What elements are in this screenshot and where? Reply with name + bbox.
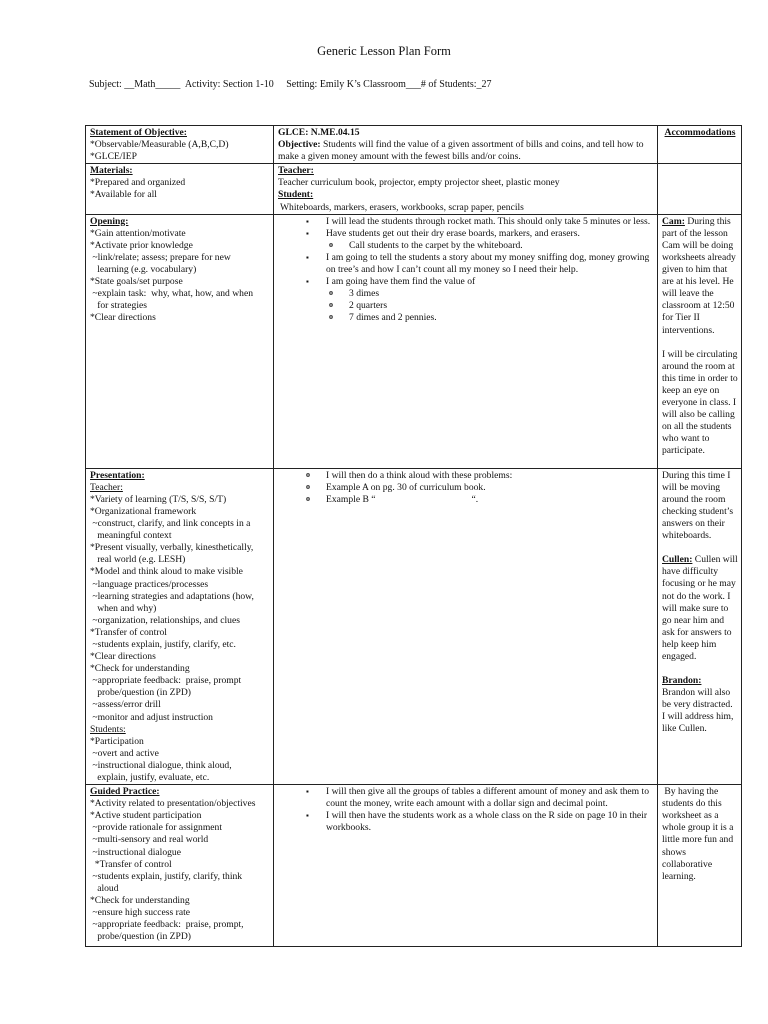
circulating-note: I will be circulating around the room at this time in order to keep an eye on everyone in class. I will also be calling on all the students who want to participate. bbox=[662, 348, 738, 457]
presentation-criteria-line: ~language practices/processes bbox=[90, 578, 209, 590]
materials-row bbox=[86, 164, 742, 214]
presentation-criteria-line: *Model and think aloud to make visible bbox=[90, 566, 243, 578]
objective-text bbox=[278, 139, 644, 162]
guided-criteria-line: ~appropriate feedback: praise, prompt, bbox=[90, 919, 244, 931]
guided-practice-accommodations-cell bbox=[658, 785, 742, 947]
cam-name: Cam: bbox=[662, 215, 685, 227]
cullen-name: Cullen: bbox=[662, 554, 693, 566]
guided-practice-step: ▪ I will then have the students work as a whole class on the R side on page 10 in their workbooks. bbox=[326, 810, 654, 834]
glce-code: GLCE: N.ME.04.15 bbox=[278, 127, 360, 138]
guided-practice-step: ▪ I will then give all the groups of tables a different amount of money and ask them to count the money, write each amount with a dollar sign and decimal point. bbox=[326, 786, 654, 810]
presentation-criteria-line: *Clear directions bbox=[90, 651, 156, 663]
presentation-criteria-line: ~assess/error drill bbox=[90, 699, 161, 711]
cam-accommodation bbox=[662, 216, 736, 336]
presentation-criteria-line: ~monitor and adjust instruction bbox=[90, 711, 213, 723]
coin-values-list bbox=[278, 288, 654, 324]
presentation-criteria-line: ~appropriate feedback: praise, prompt bbox=[90, 675, 242, 687]
guided-criteria-line: *Activity related to presentation/objectives bbox=[90, 798, 256, 810]
accommodations-heading: Accommodations bbox=[664, 127, 736, 138]
opening-criteria-line: ~link/relate; assess; prepare for new bbox=[90, 251, 231, 263]
presentation-accommodations-cell bbox=[658, 468, 742, 784]
presentation-criteria-line: real world (e.g. LESH) bbox=[90, 554, 186, 566]
presentation-criteria-line: when and why) bbox=[90, 602, 157, 614]
opening-step: ▪ Have students get out their dry erase boards, markers, and erasers. bbox=[326, 228, 654, 240]
page-title: Generic Lesson Plan Form bbox=[317, 44, 451, 58]
opening-criteria-line: *Activate prior knowledge bbox=[90, 239, 193, 251]
brandon-note: Brandon will also be very distracted. I will address him, like Cullen. bbox=[662, 687, 734, 735]
presentation-criteria-line: *Transfer of control bbox=[90, 626, 167, 638]
coin-value-item: o 3 dimes bbox=[349, 288, 654, 300]
opening-content-cell bbox=[274, 214, 658, 468]
opening-step: ▪ I will lead the students through rocket math. This should only take 5 minutes or less. bbox=[326, 216, 654, 228]
lesson-plan-table bbox=[85, 125, 742, 947]
cullen-note: Cullen will have difficulty focusing or he may not do the work. I will make sure to go near him and ask for answers to help keep him engaged. bbox=[662, 554, 738, 662]
brandon-name: Brandon: bbox=[662, 675, 702, 687]
opening-step: ▪ I am going to tell the students a story about my money sniffing dog, money growing on tree’s and how I can’t count all my money so I need their help. bbox=[326, 252, 654, 276]
opening-row bbox=[86, 214, 742, 468]
presentation-row bbox=[86, 468, 742, 784]
accommodations-header-cell bbox=[658, 126, 742, 164]
moving-around-note: During this time I will be moving around the room checking student’s answers on their whiteboards. bbox=[662, 469, 734, 542]
presentation-step: o Example B “ “. bbox=[326, 494, 654, 506]
guided-criteria-line: ~provide rationale for assignment bbox=[90, 822, 223, 834]
materials-accommodations-cell bbox=[658, 164, 742, 214]
materials-criteria-line: *Available for all bbox=[90, 189, 157, 201]
opening-criteria-line: *Clear directions bbox=[90, 312, 156, 324]
opening-heading: Opening: bbox=[90, 215, 129, 227]
presentation-criteria-line: ~construct, clarify, and link concepts in a bbox=[90, 518, 251, 530]
objective-criteria-line: *Observable/Measurable (A,B,C,D) bbox=[90, 139, 229, 151]
presentation-criteria-line: *Check for understanding bbox=[90, 663, 190, 675]
spacer bbox=[662, 542, 738, 554]
opening-label-cell bbox=[86, 214, 274, 468]
guided-practice-row bbox=[86, 785, 742, 947]
presentation-criteria-line: probe/question (in ZPD) bbox=[90, 687, 191, 699]
coin-value-item: o 2 quarters bbox=[349, 300, 654, 312]
subject-line: Subject: __Math_____ Activity: Section 1-10 Setting: Emily K’s Classroom___# of Students:_27 bbox=[89, 79, 492, 90]
guided-criteria-line: *Check for understanding bbox=[90, 894, 190, 906]
materials-heading: Materials: bbox=[90, 165, 133, 177]
spacer bbox=[662, 663, 738, 675]
presentation-step: o I will then do a think aloud with these problems: bbox=[326, 470, 654, 482]
presentation-teacher-subheading: Teacher: bbox=[90, 481, 123, 493]
objective-label-cell bbox=[86, 126, 274, 164]
presentation-criteria-line: meaningful context bbox=[90, 530, 172, 542]
student-materials-heading: Student: bbox=[278, 189, 314, 201]
guided-criteria-line: aloud bbox=[90, 882, 119, 894]
presentation-criteria-line: ~learning strategies and adaptations (how, bbox=[90, 590, 254, 602]
guided-criteria-line: ~multi-sensory and real world bbox=[90, 834, 209, 846]
presentation-criteria-line: ~organization, relationships, and clues bbox=[90, 614, 240, 626]
presentation-content-cell bbox=[274, 468, 658, 784]
opening-criteria-line: for strategies bbox=[90, 300, 148, 312]
guided-criteria-line: probe/question (in ZPD) bbox=[90, 931, 191, 943]
opening-steps-list bbox=[278, 252, 654, 288]
presentation-criteria-line: ~students explain, justify, clarify, etc. bbox=[90, 638, 236, 650]
guided-criteria-line: ~ensure high success rate bbox=[90, 907, 191, 919]
presentation-criteria-line: ~instructional dialogue, think aloud, bbox=[90, 759, 232, 771]
opening-substep: o Call students to the carpet by the whiteboard. bbox=[349, 240, 654, 252]
materials-content-cell bbox=[274, 164, 658, 214]
presentation-criteria-line: ~overt and active bbox=[90, 747, 159, 759]
student-materials-text: Whiteboards, markers, erasers, workbooks, scrap paper, pencils bbox=[280, 201, 524, 213]
teacher-materials-text: Teacher curriculum book, projector, empty projector sheet, plastic money bbox=[278, 177, 560, 189]
presentation-label-cell bbox=[86, 468, 274, 784]
opening-steps-list bbox=[278, 216, 654, 240]
objective-criteria-line: *GLCE/IEP bbox=[90, 151, 137, 163]
guided-criteria-line: *Transfer of control bbox=[90, 858, 172, 870]
guided-practice-label-cell bbox=[86, 785, 274, 947]
presentation-criteria-line: explain, justify, evaluate, etc. bbox=[90, 772, 210, 783]
guided-criteria-line: ~students explain, justify, clarify, think bbox=[90, 870, 243, 882]
objective-content-cell bbox=[274, 126, 658, 164]
objective-label: Objective: bbox=[278, 139, 321, 151]
opening-accommodations-cell bbox=[658, 214, 742, 468]
teacher-materials-heading: Teacher: bbox=[278, 165, 314, 177]
presentation-heading: Presentation: bbox=[90, 469, 145, 481]
presentation-step: o Example A on pg. 30 of curriculum book. bbox=[326, 482, 654, 494]
opening-criteria-line: *Gain attention/motivate bbox=[90, 227, 186, 239]
presentation-criteria-line: *Organizational framework bbox=[90, 505, 197, 517]
guided-practice-content-cell bbox=[274, 785, 658, 947]
presentation-students-subheading: Students: bbox=[90, 723, 126, 735]
guided-practice-heading: Guided Practice: bbox=[90, 786, 160, 798]
guided-practice-steps-list bbox=[278, 786, 654, 834]
statement-of-objective-heading: Statement of Objective: bbox=[90, 127, 187, 138]
cullen-accommodation bbox=[662, 554, 738, 663]
objective-body: Students will find the value of a given assortment of bills and coins, and tell how to make a given money amount with the fewest bills and/or coins. bbox=[278, 139, 644, 163]
presentation-steps-list bbox=[278, 470, 654, 506]
opening-step: ▪ I am going have them find the value of bbox=[326, 276, 654, 288]
materials-label-cell bbox=[86, 164, 274, 214]
presentation-criteria-line: *Present visually, verbally, kinesthetically, bbox=[90, 542, 254, 554]
opening-criteria-line: learning (e.g. vocabulary) bbox=[90, 264, 197, 276]
materials-criteria-line: *Prepared and organized bbox=[90, 177, 186, 189]
cam-note: During this part of the lesson Cam will be doing worksheets already given to him that are at his level. He will leave the classroom at 12:50 for Tier II interventions. bbox=[662, 215, 736, 336]
presentation-criteria-line: *Participation bbox=[90, 735, 144, 747]
coin-value-item: o 7 dimes and 2 pennies. bbox=[349, 312, 654, 324]
opening-substeps-list bbox=[278, 240, 654, 252]
opening-criteria-line: ~explain task: why, what, how, and when bbox=[90, 288, 254, 300]
presentation-criteria-line: *Variety of learning (T/S, S/S, S/T) bbox=[90, 493, 227, 505]
whole-group-note: By having the students do this worksheet as a whole group it is a little more fun and shows collaborative learning. bbox=[662, 786, 736, 882]
spacer bbox=[662, 337, 738, 349]
objective-row bbox=[86, 126, 742, 164]
guided-criteria-line: *Active student participation bbox=[90, 810, 202, 822]
guided-criteria-line: ~instructional dialogue bbox=[90, 846, 181, 858]
opening-criteria-line: *State goals/set purpose bbox=[90, 276, 183, 288]
